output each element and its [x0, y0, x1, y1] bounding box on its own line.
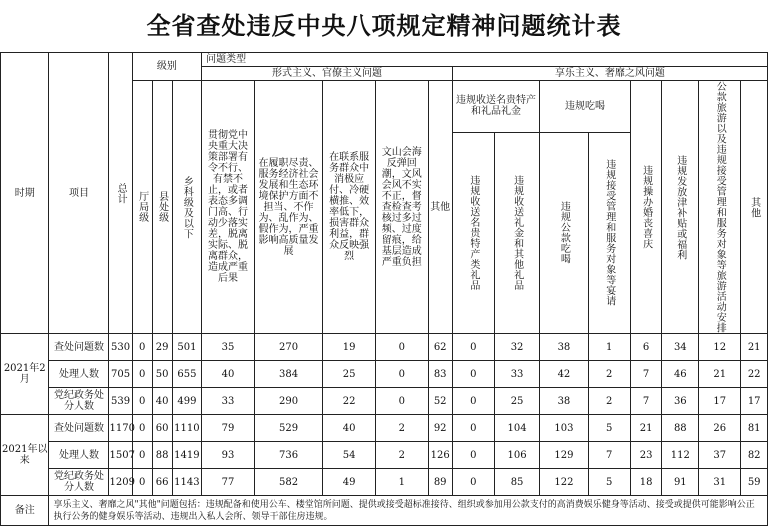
value-cell: 1110	[172, 415, 201, 442]
item-cell: 查处问题数	[49, 415, 109, 442]
value-cell: 0	[132, 334, 152, 361]
value-cell: 529	[254, 415, 322, 442]
value-cell: 2	[588, 361, 630, 388]
value-cell: 1170	[109, 415, 132, 442]
value-cell: 270	[254, 334, 322, 361]
value-cell: 31	[699, 469, 741, 496]
value-cell: 88	[152, 442, 172, 469]
table-row	[1, 388, 768, 415]
value-cell: 2	[375, 442, 428, 469]
item-cell: 党纪政务处分人数	[49, 469, 109, 496]
value-cell: 77	[202, 469, 255, 496]
value-cell: 0	[452, 469, 494, 496]
value-cell: 17	[699, 388, 741, 415]
value-cell: 0	[452, 388, 494, 415]
value-cell: 103	[540, 415, 588, 442]
value-cell: 33	[494, 361, 539, 388]
value-cell: 46	[662, 361, 699, 388]
value-cell: 26	[699, 415, 741, 442]
level-col-xian: 县处级	[152, 81, 172, 334]
value-cell: 0	[132, 415, 152, 442]
value-cell: 25	[323, 361, 376, 388]
note-text: 享乐主义、奢靡之风"其他"问题包括：违规配备和使用公车、楼堂馆所问题、提供或接受超标准接待、组织或参加用公款支付的高消费娱乐健身等活动、接受或提供可能影响公正执行公务的健身娱乐等活动、违规出入私人会所、领导干部住房违规。	[49, 496, 768, 526]
level-col-xiang: 乡科级及以下	[172, 81, 201, 334]
item-cell: 处理人数	[49, 361, 109, 388]
value-cell: 290	[254, 388, 322, 415]
value-cell: 32	[494, 334, 539, 361]
value-cell: 66	[152, 469, 172, 496]
value-cell: 122	[540, 469, 588, 496]
value-cell: 2	[375, 415, 428, 442]
value-cell: 38	[540, 334, 588, 361]
table-row	[1, 415, 768, 442]
value-cell: 89	[428, 469, 452, 496]
value-cell: 29	[152, 334, 172, 361]
value-cell: 83	[428, 361, 452, 388]
item-cell: 处理人数	[49, 442, 109, 469]
value-cell: 582	[254, 469, 322, 496]
value-cell: 93	[202, 442, 255, 469]
form-col-2: 在履职尽责、服务经济社会发展和生态环境保护方面不担当、不作为、乱作为、假作为，严重影响高质量发展	[254, 81, 322, 334]
item-cell: 党纪政务处分人数	[49, 388, 109, 415]
value-cell: 62	[428, 334, 452, 361]
value-cell: 0	[375, 388, 428, 415]
value-cell: 18	[630, 469, 662, 496]
hed-col-2: 违规发放津补贴或福利	[662, 81, 699, 334]
table-row	[1, 442, 768, 469]
value-cell: 22	[323, 388, 376, 415]
value-cell: 49	[323, 469, 376, 496]
value-cell: 106	[494, 442, 539, 469]
hed-col-3: 公款旅游以及违规接受管理和服务对象等旅游活动安排	[699, 81, 741, 334]
value-cell: 0	[375, 334, 428, 361]
value-cell: 19	[323, 334, 376, 361]
value-cell: 50	[152, 361, 172, 388]
value-cell: 40	[323, 415, 376, 442]
value-cell: 21	[741, 334, 768, 361]
gift-col-1: 违规收送名贵特产类礼品	[452, 132, 494, 333]
value-cell: 21	[699, 361, 741, 388]
value-cell: 104	[494, 415, 539, 442]
value-cell: 34	[662, 334, 699, 361]
value-cell: 85	[494, 469, 539, 496]
value-cell: 23	[630, 442, 662, 469]
value-cell: 736	[254, 442, 322, 469]
value-cell: 499	[172, 388, 201, 415]
gift-col-2: 违规收送礼金和其他礼品	[494, 132, 539, 333]
value-cell: 25	[494, 388, 539, 415]
page-title: 全省查处违反中央八项规定精神问题统计表	[146, 12, 622, 40]
value-cell: 705	[109, 361, 132, 388]
value-cell: 92	[428, 415, 452, 442]
value-cell: 530	[109, 334, 132, 361]
value-cell: 129	[540, 442, 588, 469]
total-header: 总计	[109, 53, 132, 334]
value-cell: 1	[588, 334, 630, 361]
value-cell: 5	[588, 469, 630, 496]
value-cell: 59	[741, 469, 768, 496]
value-cell: 0	[132, 361, 152, 388]
value-cell: 37	[699, 442, 741, 469]
table-row	[1, 469, 768, 496]
value-cell: 655	[172, 361, 201, 388]
value-cell: 501	[172, 334, 201, 361]
value-cell: 52	[428, 388, 452, 415]
value-cell: 6	[630, 334, 662, 361]
meal-group-header: 违规吃喝	[540, 81, 631, 133]
value-cell: 1419	[172, 442, 201, 469]
value-cell: 0	[375, 361, 428, 388]
value-cell: 40	[202, 361, 255, 388]
formalism-header: 形式主义、官僚主义问题	[202, 67, 453, 81]
value-cell: 7	[588, 442, 630, 469]
value-cell: 0	[132, 388, 152, 415]
value-cell: 7	[630, 388, 662, 415]
value-cell: 0	[132, 469, 152, 496]
value-cell: 0	[132, 442, 152, 469]
meal-col-1: 违规公款吃喝	[540, 132, 588, 333]
level-header: 级别	[132, 53, 201, 81]
value-cell: 33	[202, 388, 255, 415]
value-cell: 36	[662, 388, 699, 415]
value-cell: 79	[202, 415, 255, 442]
value-cell: 112	[662, 442, 699, 469]
value-cell: 88	[662, 415, 699, 442]
value-cell: 126	[428, 442, 452, 469]
form-col-other: 其他	[428, 81, 452, 334]
value-cell: 1507	[109, 442, 132, 469]
table-row	[1, 361, 768, 388]
hedonism-header: 享乐主义、奢靡之风问题	[452, 67, 767, 81]
item-cell: 查处问题数	[49, 334, 109, 361]
value-cell: 12	[699, 334, 741, 361]
hed-col-1: 违规操办婚丧喜庆	[630, 81, 662, 334]
value-cell: 1143	[172, 469, 201, 496]
hed-col-other: 其他	[741, 81, 768, 334]
gift-group-header: 违规收送名贵特产和礼品礼金	[452, 81, 539, 133]
value-cell: 0	[452, 361, 494, 388]
value-cell: 21	[630, 415, 662, 442]
form-col-3: 在联系服务群众中消极应付、冷硬横推、效率低下，损害群众利益，群众反映强烈	[323, 81, 376, 334]
level-col-ting: 厅局级	[132, 81, 152, 334]
value-cell: 17	[741, 388, 768, 415]
statistics-table	[0, 52, 768, 526]
value-cell: 35	[202, 334, 255, 361]
table-row	[1, 334, 768, 361]
item-header: 项目	[49, 53, 109, 334]
form-col-1: 贯彻党中央重大决策部署有令不行、有禁不止，或者表态多调门高、行动少落实差，脱离实际、脱离群众，造成严重后果	[202, 81, 255, 334]
value-cell: 91	[662, 469, 699, 496]
form-col-4: 文山会海反弹回潮，文风会风不实不正，督查检查考核过多过频、过度留痕，给基层造成严重负担	[375, 81, 428, 334]
value-cell: 40	[152, 388, 172, 415]
value-cell: 82	[741, 442, 768, 469]
value-cell: 0	[452, 442, 494, 469]
note-label: 备注	[1, 496, 49, 526]
value-cell: 42	[540, 361, 588, 388]
value-cell: 60	[152, 415, 172, 442]
period-cell: 2021年以来	[1, 415, 49, 496]
problem-type-header: 问题类型	[202, 53, 768, 67]
value-cell: 1209	[109, 469, 132, 496]
period-cell: 2021年2月	[1, 334, 49, 415]
value-cell: 7	[630, 361, 662, 388]
value-cell: 54	[323, 442, 376, 469]
value-cell: 1	[375, 469, 428, 496]
period-header: 时期	[1, 53, 49, 334]
value-cell: 2	[588, 388, 630, 415]
value-cell: 539	[109, 388, 132, 415]
value-cell: 0	[452, 334, 494, 361]
value-cell: 384	[254, 361, 322, 388]
value-cell: 5	[588, 415, 630, 442]
value-cell: 0	[452, 415, 494, 442]
value-cell: 38	[540, 388, 588, 415]
value-cell: 22	[741, 361, 768, 388]
meal-col-2: 违规接受管理和服务对象等宴请	[588, 132, 630, 333]
value-cell: 81	[741, 415, 768, 442]
